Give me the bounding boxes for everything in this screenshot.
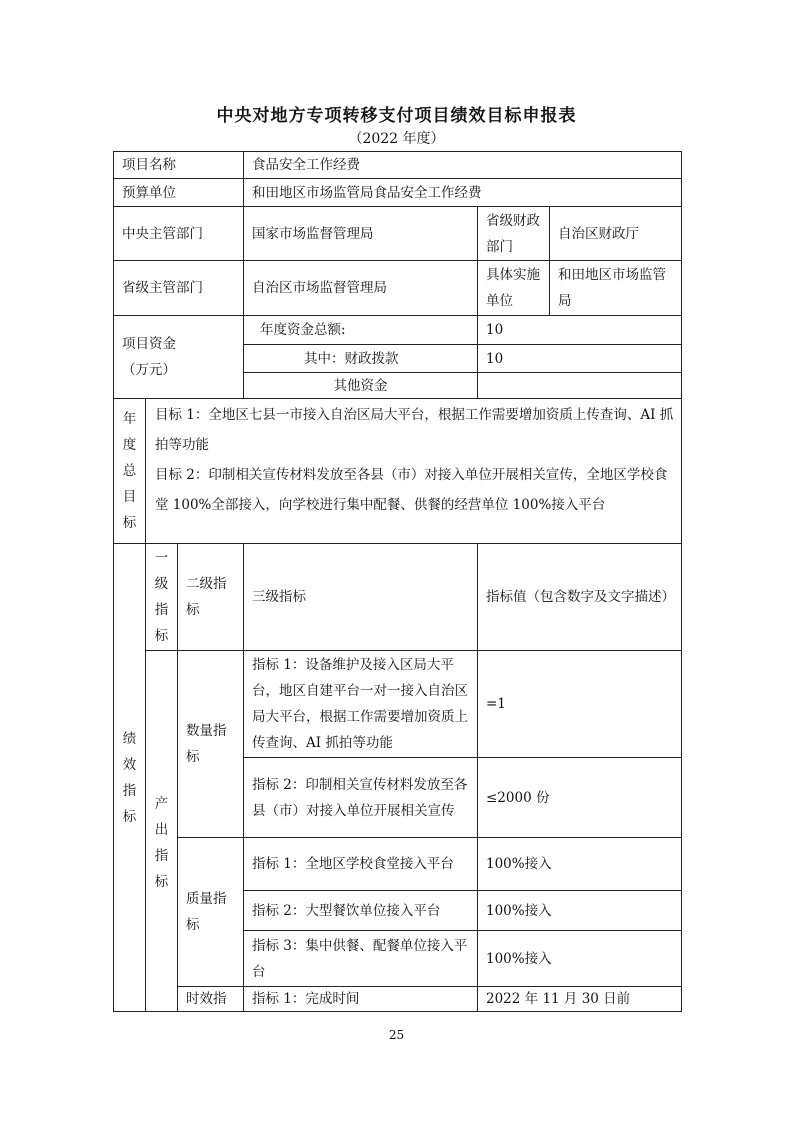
value-quantity-2: ≤2000 份 xyxy=(477,757,682,838)
value-prov-dept: 自治区市场监督管理局 xyxy=(243,260,478,316)
label-annual-goals-char: 总 xyxy=(122,463,137,479)
header-level1 xyxy=(145,543,178,651)
value-project-name: 食品安全工作经费 xyxy=(243,151,682,179)
label-project-name: 项目名称 xyxy=(113,151,244,179)
label-central-dept: 中央主管部门 xyxy=(113,206,244,261)
indicator-timeliness-1: 指标 1：完成时间 xyxy=(243,986,478,1012)
label-output-char: 指 xyxy=(154,848,169,864)
label-perf-char: 指 xyxy=(122,782,137,799)
indicator-quantity-2: 指标 2：印制相关宣传材料发放至各县（市）对接入单位开展相关宣传 xyxy=(243,757,478,838)
indicator-quality-3: 指标 3：集中供餐、配餐单位接入平台 xyxy=(243,930,478,987)
label-output-char: 出 xyxy=(154,822,169,838)
value-central-dept: 国家市场监督管理局 xyxy=(243,206,478,261)
value-quality-1: 100%接入 xyxy=(477,837,682,891)
label-timeliness-indicators: 时效指 xyxy=(177,986,244,1012)
label-quantity-indicators: 数量指标 xyxy=(177,650,244,838)
label-perf-char: 效 xyxy=(122,756,137,773)
header-level2: 二级指标 xyxy=(177,543,244,651)
header-level1-char: 级 xyxy=(154,576,169,592)
label-impl-unit: 具体实施单位 xyxy=(477,260,550,316)
label-annual-goals xyxy=(113,398,146,544)
value-timeliness-1: 2022 年 11 月 30 日前 xyxy=(477,986,682,1012)
value-annual-total: 10 xyxy=(477,315,682,345)
value-other-funds xyxy=(477,372,682,399)
value-quality-3: 100%接入 xyxy=(477,930,682,987)
goal-2: 目标 2：印制相关宣传材料发放至各县（市）对接入单位开展相关宣传，全地区学校食堂 100%全部接入，向学校进行集中配餐、供餐的经营单位 100%接入平台 xyxy=(155,467,668,513)
label-funds xyxy=(113,315,244,399)
value-budget-unit: 和田地区市场监管局食品安全工作经费 xyxy=(243,178,682,207)
label-funds-unit: （万元） xyxy=(122,362,176,378)
label-output-indicators xyxy=(145,650,178,1012)
indicator-quality-2: 指标 2：大型餐饮单位接入平台 xyxy=(243,890,478,931)
label-output-char: 产 xyxy=(154,796,169,812)
label-funds-text: 项目资金 xyxy=(122,336,176,352)
annual-goals-text xyxy=(145,398,682,544)
label-finance-allocation: 其中：财政拨款 xyxy=(243,344,478,373)
label-annual-total: 年度资金总额: xyxy=(243,315,478,345)
label-other-funds: 其他资金 xyxy=(243,372,478,399)
label-budget-unit: 预算单位 xyxy=(113,178,244,207)
label-annual-goals-char: 年 xyxy=(122,411,137,427)
header-indicator-value: 指标值（包含数字及文字描述） xyxy=(477,543,682,651)
header-level1-char: 标 xyxy=(154,628,169,644)
label-perf-char: 绩 xyxy=(122,730,137,747)
label-perf-char: 标 xyxy=(122,808,137,825)
value-prov-finance-dept: 自治区财政厅 xyxy=(549,206,682,261)
value-finance-allocation: 10 xyxy=(477,344,682,373)
label-performance-indicators xyxy=(113,543,146,1012)
label-annual-goals-char: 标 xyxy=(122,515,137,531)
header-level1-char: 一 xyxy=(154,550,169,566)
value-quality-2: 100%接入 xyxy=(477,890,682,931)
value-impl-unit: 和田地区市场监管局 xyxy=(549,260,682,316)
form-year: （2022 年度） xyxy=(348,131,445,147)
form-title: 中央对地方专项转移支付项目绩效目标申报表 xyxy=(216,106,577,126)
label-prov-finance-dept: 省级财政部门 xyxy=(477,206,550,261)
goal-1: 目标 1：全地区七县一市接入自治区局大平台，根据工作需要增加资质上传查询、AI 抓拍等功能 xyxy=(155,407,674,453)
value-quantity-1: =1 xyxy=(477,650,682,758)
label-annual-goals-char: 目 xyxy=(122,489,137,505)
header-level3: 三级指标 xyxy=(243,543,478,651)
label-prov-dept: 省级主管部门 xyxy=(113,260,244,316)
page-number: 25 xyxy=(388,1028,405,1042)
label-annual-goals-char: 度 xyxy=(122,437,137,453)
indicator-quality-1: 指标 1：全地区学校食堂接入平台 xyxy=(243,837,478,891)
indicator-quantity-1: 指标 1：设备维护及接入区局大平台，地区自建平台一对一接入自治区局大平台，根据工作需要增加资质上传查询、AI 抓拍等功能 xyxy=(243,650,478,758)
header-level1-char: 指 xyxy=(154,602,169,618)
label-output-char: 标 xyxy=(154,874,169,890)
label-quality-indicators: 质量指标 xyxy=(177,837,244,987)
